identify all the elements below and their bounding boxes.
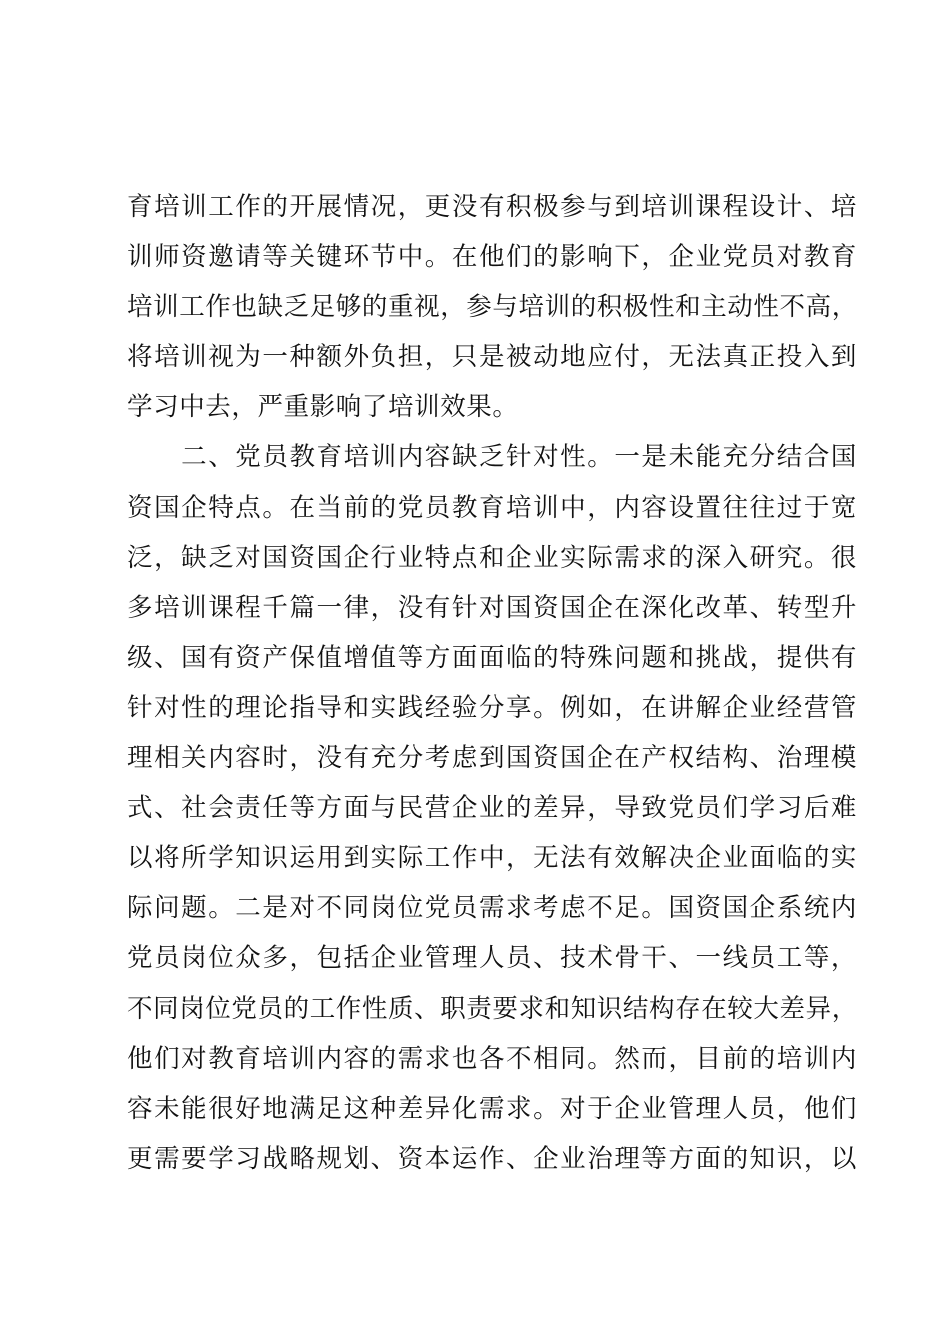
text-line: 更需要学习战略规划、资本运作、企业治理等方面的知识，以 — [127, 1143, 857, 1174]
text-line: 资国企特点。在当前的党员教育培训中，内容设置往往过于宽 — [127, 492, 857, 523]
body-text — [127, 182, 857, 1184]
text-line: 容未能很好地满足这种差异化需求。对于企业管理人员，他们 — [127, 1093, 857, 1124]
text-line: 泛，缺乏对国资国企行业特点和企业实际需求的深入研究。很 — [127, 542, 857, 573]
text-line: 以将所学知识运用到实际工作中，无法有效解决企业面临的实 — [127, 843, 857, 874]
text-line: 际问题。二是对不同岗位党员需求考虑不足。国资国企系统内 — [127, 893, 857, 924]
text-line: 多培训课程千篇一律，没有针对国资国企在深化改革、转型升 — [127, 592, 857, 623]
text-line: 理相关内容时，没有充分考虑到国资国企在产权结构、治理模 — [127, 743, 857, 774]
text-line: 育培训工作的开展情况，更没有积极参与到培训课程设计、培 — [127, 192, 857, 222]
paragraph-heading-line: 二、党员教育培训内容缺乏针对性。一是未能充分结合国 — [127, 442, 857, 473]
text-line: 级、国有资产保值增值等方面面临的特殊问题和挑战，提供有 — [127, 642, 857, 673]
text-line: 式、社会责任等方面与民营企业的差异，导致党员们学习后难 — [127, 793, 857, 824]
text-line: 培训工作也缺乏足够的重视，参与培训的积极性和主动性不高， — [127, 292, 858, 323]
text-line: 训师资邀请等关键环节中。在他们的影响下，企业党员对教育 — [127, 242, 857, 273]
text-line: 将培训视为一种额外负担，只是被动地应付，无法真正投入到 — [127, 342, 857, 373]
text-line: 不同岗位党员的工作性质、职责要求和知识结构存在较大差异， — [127, 993, 858, 1024]
text-line: 学习中去，严重影响了培训效果。 — [127, 392, 519, 423]
text-line: 他们对教育培训内容的需求也各不相同。然而，目前的培训内 — [127, 1043, 857, 1074]
text-line: 针对性的理论指导和实践经验分享。例如，在讲解企业经营管 — [127, 692, 857, 723]
text-line: 党员岗位众多，包括企业管理人员、技术骨干、一线员工等， — [127, 943, 857, 974]
